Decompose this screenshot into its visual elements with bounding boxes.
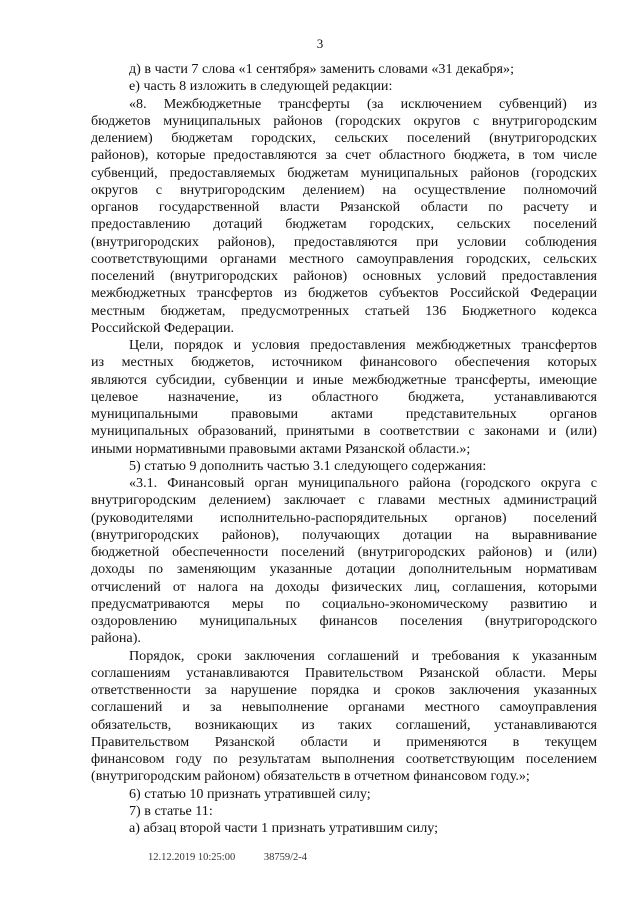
document-body [91, 61, 597, 837]
text-line: 7) в статье 11: [129, 802, 213, 819]
text-line: «8. Межбюджетные трансферты (за исключением субвенций) из [129, 95, 597, 112]
text-line: округов с внутригородским делением) на осуществление полномочий [91, 181, 597, 198]
text-line: субвенций, предоставляемых бюджетам муниципальных районов (городских [91, 164, 597, 181]
text-line: «3.1. Финансовый орган муниципального района (городского округа с [129, 475, 597, 491]
text-line: соглашениям устанавливаются Правительством Рязанской области. Меры [91, 664, 597, 681]
text-line: соответствующими органами местного самоуправления городских, сельских [91, 250, 597, 267]
text-line: а) абзац второй части 1 признать утратившим силу; [129, 820, 439, 836]
text-line: муниципальных образований, принятыми в соответствии с законами и (или) [91, 423, 597, 440]
text-line: Правительством Рязанской области и применяются в текущем [91, 733, 597, 750]
text-line: (внутригородских районов), получающих дотации на выравнивание [91, 526, 597, 543]
text-line: районов), которые предоставляются за счет областного бюджета, в том числе [91, 147, 597, 164]
text-line: обязательств, возникающих из таких соглашений, устанавливаются [91, 716, 597, 733]
text-line: оздоровлению муниципальных финансов поселения (внутригородского [91, 613, 597, 629]
text-line: (внутригородских районов), предоставляются при условии соблюдения [91, 233, 597, 250]
footer-timestamp: 12.12.2019 10:25:00 [148, 852, 236, 863]
text-line: бюджетов муниципальных районов (городских округов с внутригородским [91, 112, 597, 129]
text-line: являются субсидии, субвенции и иные межбюджетные трансферты, имеющие [91, 371, 597, 388]
text-line: ответственности за нарушение порядка и сроков заключения указанных [91, 682, 597, 698]
text-line: органов государственной власти Рязанской области по расчету и [91, 199, 597, 215]
text-line: муниципальными правовыми актами представительных органов [91, 406, 597, 422]
text-line: е) часть 8 изложить в следующей редакции: [129, 78, 393, 95]
text-line: местным бюджетам, предусмотренных статьей 136 Бюджетного кодекса [91, 302, 597, 319]
text-line: доходы по заменяющим указанные дотации дополнительным нормативам [91, 561, 597, 578]
text-line: поселений (внутригородских районов) основных условий предоставления [91, 268, 597, 284]
document-footer [148, 852, 333, 863]
text-line: делением) бюджетам городских, сельских поселений (внутригородских [91, 130, 597, 146]
text-line: бюджетной обеспеченности поселений (внутригородских районов) и (или) [91, 544, 597, 560]
text-line: межбюджетных трансфертов из бюджетов субъектов Российской Федерации [91, 285, 597, 302]
text-line: внутригородским делением) заключает с главами местных администраций [91, 492, 597, 509]
text-line: отчислений от налога на доходы физических лиц, соглашения, которыми [91, 578, 597, 595]
text-line: соглашений и за невыполнение органами местного самоуправления [91, 699, 597, 716]
text-line: района). [91, 630, 141, 647]
text-line: Цели, порядок и условия предоставления межбюджетных трансфертов [129, 337, 597, 353]
text-line: д) в части 7 слова «1 сентября» заменить словами «31 декабря»; [129, 61, 514, 77]
text-line: 6) статью 10 признать утратившей силу; [129, 785, 371, 802]
text-line: финансовом году по результатам выполнения соответствующим поселением [91, 751, 597, 767]
text-line: Российской Федерации. [91, 319, 235, 336]
text-line: целевое назначение, из областного бюджета, устанавливаются [91, 388, 597, 405]
text-line: из местных бюджетов, источником финансового обеспечения которых [91, 354, 597, 371]
text-line: (руководителями исполнительно-распорядительных органов) поселений [91, 509, 597, 526]
text-line: 5) статью 9 дополнить частью 3.1 следующего содержания: [129, 457, 487, 474]
text-line: Порядок, сроки заключения соглашений и требования к указанным [129, 647, 597, 664]
text-line: предоставлению дотаций бюджетам городских, сельских поселений [91, 216, 597, 233]
text-line: иными нормативными правовыми актами Рязанской области.»; [91, 440, 471, 457]
footer-doc-id: 38759/2-4 [263, 852, 308, 863]
text-line: предусматриваются меры по социально-экономическому развитию и [91, 595, 597, 612]
page-number: 3 [316, 36, 324, 51]
text-line: (внутригородским районом) обязательств в отчетном финансовом году.»; [91, 768, 530, 785]
